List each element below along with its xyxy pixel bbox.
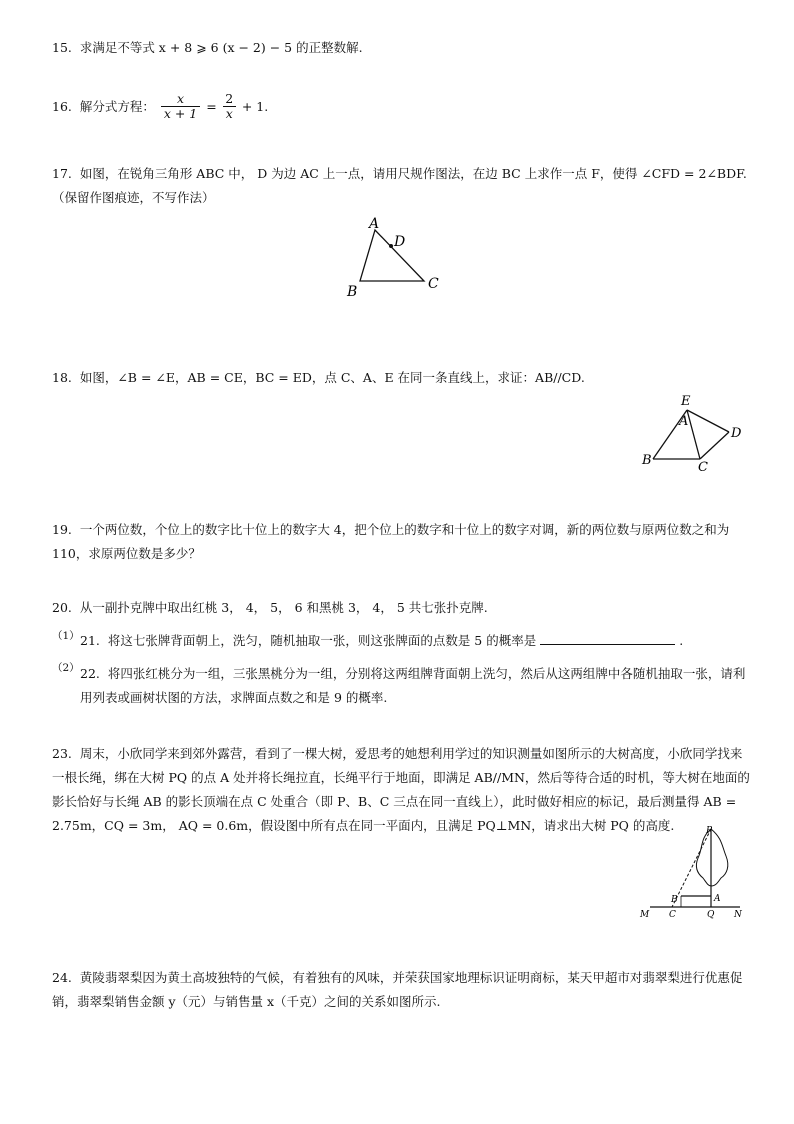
label-d: D (731, 426, 742, 441)
rhs-numerator: 2 (225, 91, 234, 106)
equals-sign: = (206, 98, 217, 114)
label-d: D (394, 234, 406, 250)
label-m: M (640, 910, 650, 920)
question-21-end: . (679, 633, 684, 648)
part-2-tag: （2） (52, 662, 80, 674)
label-c: C (428, 276, 439, 292)
sun-ray-pc (672, 829, 711, 907)
label-n: N (734, 910, 742, 920)
question-15: 15. 求满足不等式 x + 8 ⩾ 6 (x − 2) − 5 的正整数解. (52, 40, 363, 55)
label-c: C (669, 910, 676, 920)
label-a: A (714, 894, 721, 904)
question-23: 23. 周末，小欣同学来到郊外露营，看到了一棵大树，爱思考的她想利用学过的知识测量如图所示的大树高度，小欣同学找来一根长绳，绑在大树 PQ 的点 A 处并将长绳拉直，长绳平行于地面，即满足 AB//MN，然后等待合适的时机，等大树在地面的影长恰好与长绳 AB 的影长顶端在点 C 处重合（即 P、B、C 三点在同一直线上），此时做好相应的标记，最后测量得 AB = 2.75m，CQ = 3m， AQ = 0.6m，假设图中所有点在同一平面内，且满足 PQ⊥MN，请求出大树 PQ 的高度. (52, 746, 750, 833)
label-c: C (698, 460, 708, 475)
question-24: 24. 黄陵翡翠梨因为黄土高坡独特的气候，有着独有的风味，并荣获国家地理标识证明商标，某天甲超市对翡翠梨进行优惠促销，翡翠梨销售金额 y（元）与销售量 x（千克）之间的关系如图所示. (52, 970, 743, 1009)
label-e: E (681, 394, 691, 409)
tree-canopy (696, 829, 727, 886)
label-q: Q (707, 910, 715, 920)
label-p: P (706, 826, 713, 836)
rhs-denominator: x (223, 106, 236, 121)
label-b: B (671, 895, 678, 905)
lhs-numerator: x (177, 91, 185, 106)
question-19: 19. 一个两位数，个位上的数字比十位上的数字大 4，把个位上的数字和十位上的数字对调，新的两位数与原两位数之和为 110，求原两位数是多少？ (52, 522, 734, 561)
question-16-prefix: 16. 解分式方程： (52, 98, 155, 114)
question-18: 18. 如图，∠B = ∠E，AB = CE，BC = ED，点 C、A、E 在同一条直线上，求证：AB//CD. (52, 370, 585, 385)
question-22: 22. 将四张红桃分为一组，三张黑桃分为一组，分别将这两组牌背面朝上洗匀，然后从这两组牌中各随机抽取一张，请利用列表或画树状图的方法，求牌面点数之和是 9 的概率. (80, 666, 746, 705)
label-b: B (347, 284, 358, 300)
label-a: A (369, 216, 380, 232)
label-a: A (679, 414, 689, 429)
lhs-denominator: x + 1 (161, 106, 200, 121)
label-b: B (642, 453, 652, 468)
question-21-text: 21. 将这七张牌背面朝上，洗匀，随机抽取一张，则这张牌面的点数是 5 的概率是 (80, 633, 537, 648)
question-20-stem: 20. 从一副扑克牌中取出红桃 3， 4， 5， 6 和黑桃 3， 4， 5 共七张扑克牌. (52, 600, 488, 615)
question-17: 17. 如图，在锐角三角形 ABC 中， D 为边 AC 上一点，请用尺规作图法，在边 BC 上求作一点 F，使得 ∠CFD = 2∠BDF.（保留作图痕迹，不写作法） (52, 166, 747, 205)
question-16-tail: + 1. (241, 98, 269, 114)
part-1-tag: （1） (52, 630, 80, 642)
